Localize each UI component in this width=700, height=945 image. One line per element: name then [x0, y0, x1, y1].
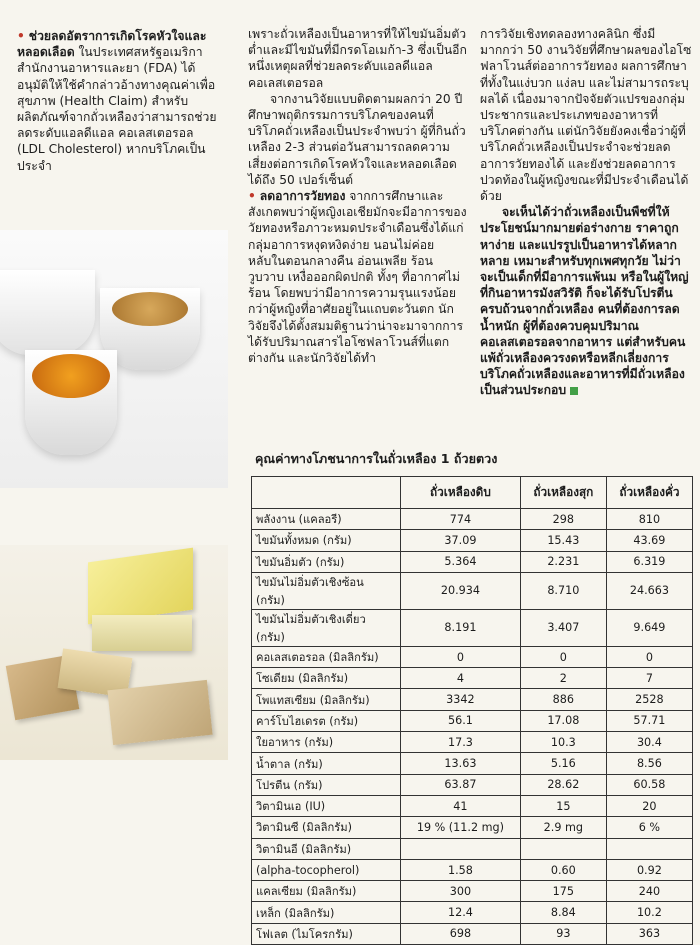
table-row: [252, 530, 693, 551]
nutrient-value-cell: 886: [520, 689, 606, 710]
nutrient-value-cell: 24.663: [606, 572, 692, 609]
paragraph-conclusion: [480, 204, 692, 398]
table-row: [252, 923, 693, 944]
nutrient-value-cell: 13.63: [401, 753, 521, 774]
text-research-20-years: จากงานวิจัยแบบติดตามผลกว่า 20 ปีศึกษาพฤติกรรมการบริโภคของคนที่บริโภคถั่วเหลืองเป็นประจำพบว่า ผู้ที่กินถั่วเหลือง 2-3 ส่วนต่อวันสามารถลดความเสี่ยงต่อการเกิดโรคหัวใจและหลอดเลือดได้ถึง 50 เปอร์เซ็นต์: [248, 91, 466, 187]
table-row: [252, 572, 693, 609]
text-menopause: จากการศึกษาและสังเกตพบว่าผู้หญิงเอเชียมักจะมีอาการของวัยทองหรือภาวะหมดประจำเดือนซึ่งได้แก่กลุ่มอาการหงุดหงิดง่าย นอนไม่ค่อยหลับในตอนกลางคืน อ่อนเพลีย ร้อนวูบวาบ เหงื่อออกผิดปกติ ทั้งๆ ที่อากาศไม่ร้อน โดยพบว่ามีอาการความรุนแรงน้อยกว่าผู้หญิงที่อาศัยอยู่ในแถบตะวันตก นักวิจัยจึงได้ตั้งสมมติฐานว่าน่าจะมาจากการได้รับปริมาณสารไอโซฟลาโวนส์ที่แตกต่างกัน และนักวิจัยได้ทำ: [248, 189, 467, 366]
article-column-3: [480, 26, 692, 399]
nutrient-label-cell: น้ำตาล (กรัม): [252, 753, 401, 774]
nutrient-value-cell: 6 %: [606, 817, 692, 838]
text-heart-health: ในประเทศสหรัฐอเมริกา สำนักงานอาหารและยา (FDA) ได้อนุมัติให้ใช้คำกล่าวอ้างทางคุณค่าเพื่อสุขภาพ (Health Claim) สำหรับผลิตภัณฑ์จากถั่วเหลืองว่าสามารถช่วยลดระดับแอลดีแอล คอเลสเตอรอล (LDL Cholesterol) หากบริโภคเป็นประจำ: [17, 45, 217, 173]
paragraph-menopause: [248, 188, 468, 366]
end-square-icon: [570, 387, 578, 395]
nutrient-value-cell: 0: [401, 646, 521, 667]
table-body: [252, 509, 693, 945]
nutrition-table: [251, 476, 693, 945]
nutrient-value-cell: 698: [401, 923, 521, 944]
nutrient-value-cell: 774: [401, 509, 521, 530]
nutrient-value-cell: 20: [606, 795, 692, 816]
nutrient-label-cell: โปรตีน (กรัม): [252, 774, 401, 795]
nutrient-value-cell: 2.231: [520, 551, 606, 572]
bullet-dot-icon: •: [248, 189, 256, 204]
nutrient-value-cell: 93: [520, 923, 606, 944]
nutrient-value-cell: 240: [606, 881, 692, 902]
tofu-cube-bottom: [92, 615, 192, 651]
soybeans-in-bowls-photo: [0, 230, 228, 488]
nutrient-value-cell: 56.1: [401, 710, 521, 731]
bullet-dot-icon: •: [17, 29, 25, 43]
nutrient-value-cell: 7: [606, 668, 692, 689]
nutrient-value-cell: 0: [520, 646, 606, 667]
article-column-2: [248, 26, 468, 366]
nutrient-value-cell: 0: [606, 646, 692, 667]
nutrient-label-cell: เหล็ก (มิลลิกรัม): [252, 902, 401, 923]
nutrient-label-cell: พลังงาน (แคลอรี): [252, 509, 401, 530]
nutrient-value-cell: 63.87: [401, 774, 521, 795]
table-row: [252, 795, 693, 816]
nutrient-value-cell: 17.3: [401, 732, 521, 753]
nutrient-value-cell: 37.09: [401, 530, 521, 551]
nutrient-label-cell: โพแทสเซียม (มิลลิกรัม): [252, 689, 401, 710]
nutrient-value-cell: 30.4: [606, 732, 692, 753]
nutrient-value-cell: [606, 838, 692, 859]
nutrient-label-cell: วิตามินซี (มิลลิกรัม): [252, 817, 401, 838]
nutrient-value-cell: 810: [606, 509, 692, 530]
nutrient-value-cell: 60.58: [606, 774, 692, 795]
article-column-1: [17, 28, 217, 174]
table-row: [252, 551, 693, 572]
nutrient-label-cell: ใยอาหาร (กรัม): [252, 732, 401, 753]
table-row: [252, 646, 693, 667]
nutrient-value-cell: 8.84: [520, 902, 606, 923]
table-row: [252, 859, 693, 880]
nutrient-value-cell: 0.60: [520, 859, 606, 880]
nutrient-label-cell: คาร์โบไฮเดรต (กรัม): [252, 710, 401, 731]
nutrient-value-cell: 17.08: [520, 710, 606, 731]
table-row: [252, 710, 693, 731]
table-row: [252, 689, 693, 710]
header-raw-soybean: ถั่วเหลืองดิบ: [401, 477, 521, 509]
nutrient-value-cell: 0.92: [606, 859, 692, 880]
nutrient-value-cell: 28.62: [520, 774, 606, 795]
nutrient-value-cell: 300: [401, 881, 521, 902]
nutrient-label-cell: คอเลสเตอรอล (มิลลิกรัม): [252, 646, 401, 667]
nutrition-table-title: คุณค่าทางโภชนาการในถั่วเหลือง 1 ถ้วยตวง: [255, 451, 498, 466]
text-conclusion: จะเห็นได้ว่าถั่วเหลืองเป็นพืชที่ให้ประโยชน์มากมายต่อร่างกาย ราคาถูก หาง่าย และแปรรูปเป็นอาหารได้หลากหลาย เหมาะสำหรับทุกเพศทุกวัย ไม่ว่าจะเป็นเด็กที่มีอาการแพ้นม หรือในผู้ใหญ่ที่กินอาหารมังสวิรัติ ก็จะได้รับโปรตีนครบถ้วนจากถั่วเหลือง คนที่ต้องการลดน้ำหนัก ผู้ที่ต้องควบคุมปริมาณคอเลสเตอรอลจากอาหาร แต่สำหรับคนแพ้ถั่วเหลืองควรงดหรือหลีกเลี่ยงการบริโภคถั่วเหลืองและอาหารที่มีถั่วเหลืองเป็นส่วนประกอบ: [480, 205, 689, 398]
header-roasted-soybean: ถั่วเหลืองคั่ว: [606, 477, 692, 509]
nutrient-value-cell: 10.2: [606, 902, 692, 923]
nutrient-value-cell: 9.649: [606, 609, 692, 646]
nutrient-value-cell: 2528: [606, 689, 692, 710]
table-row: [252, 838, 693, 859]
table-row: [252, 774, 693, 795]
header-cooked-soybean: ถั่วเหลืองสุก: [520, 477, 606, 509]
heading-menopause: ลดอาการวัยทอง: [259, 189, 346, 204]
paragraph-saturated-fat: เพราะถั่วเหลืองเป็นอาหารที่ให้ไขมันอิ่มตัวต่ำและมีไขมันที่มีกรดโอเมก้า-3 ซึ่งเป็นอีกหนึ่งเหตุผลที่ช่วยลดระดับแอลดีแอล คอเลสเตอรอล: [248, 27, 467, 90]
nutrient-label-cell: ไขมันไม่อิ่มตัวเชิงซ้อน (กรัม): [252, 572, 401, 609]
nutrient-label-cell: โซเดียม (มิลลิกรัม): [252, 668, 401, 689]
nutrient-label-cell: ไขมันทั้งหมด (กรัม): [252, 530, 401, 551]
heading-heart-health: ช่วยลดอัตราการเกิดโรคหัวใจและหลอดเลือด: [17, 29, 207, 60]
nutrient-value-cell: [520, 838, 606, 859]
nutrient-label-cell: (alpha-tocopherol): [252, 859, 401, 880]
paragraph-research-20-years: [248, 91, 468, 188]
nutrient-value-cell: 6.319: [606, 551, 692, 572]
nutrient-value-cell: 15.43: [520, 530, 606, 551]
nutrient-label-cell: วิตามินอี (มิลลิกรัม): [252, 838, 401, 859]
yellow-soybeans: [112, 292, 188, 326]
tofu-cube-top: [88, 548, 193, 625]
nutrient-value-cell: 8.56: [606, 753, 692, 774]
nutrient-value-cell: 4: [401, 668, 521, 689]
table-row: [252, 509, 693, 530]
table-row: [252, 732, 693, 753]
nutrient-value-cell: 1.58: [401, 859, 521, 880]
nutrient-value-cell: 298: [520, 509, 606, 530]
table-row: [252, 881, 693, 902]
nutrient-value-cell: 2.9 mg: [520, 817, 606, 838]
milk-bowl: [0, 270, 95, 355]
nutrient-value-cell: 8.710: [520, 572, 606, 609]
table-row: [252, 817, 693, 838]
nutrient-value-cell: 175: [520, 881, 606, 902]
nutrient-value-cell: 19 % (11.2 mg): [401, 817, 521, 838]
paragraph-clinical-research: การวิจัยเชิงทดลองทางคลินิก ซึ่งมีมากกว่า 50 งานวิจัยที่ศึกษาผลของไอโซฟลาโวนส์ต่ออาการวัยทอง ผลการศึกษาที่ทั้งในแง่บวก แง่ลบ และไม่สามารถระบุผลได้ เนื่องมาจากปัจจัยตัวแปรของกลุ่มประชากรและประเภทของอาหารที่บริโภคต่างกัน แต่นักวิจัยยังคงเชื่อว่าผู้ที่บริโภคถั่วเหลืองเป็นประจำจะช่วยลดอาการวัยทองได้ และยังช่วยลดอาการปวดท้องในผู้หญิงขณะที่มีประจำเดือนได้ด้วย: [480, 27, 692, 204]
nutrient-value-cell: 5.364: [401, 551, 521, 572]
nutrient-value-cell: 3342: [401, 689, 521, 710]
nutrient-value-cell: 10.3: [520, 732, 606, 753]
nutrient-value-cell: 5.16: [520, 753, 606, 774]
nutrient-label-cell: วิตามินเอ (IU): [252, 795, 401, 816]
nutrient-value-cell: 57.71: [606, 710, 692, 731]
nutrient-label-cell: ไขมันอิ่มตัว (กรัม): [252, 551, 401, 572]
nutrient-value-cell: 12.4: [401, 902, 521, 923]
paragraph-heart-health: [17, 28, 217, 174]
nutrient-value-cell: 3.407: [520, 609, 606, 646]
nutrient-value-cell: 41: [401, 795, 521, 816]
nutrient-value-cell: [401, 838, 521, 859]
nutrient-value-cell: 15: [520, 795, 606, 816]
header-empty: [252, 477, 401, 509]
table-row: [252, 902, 693, 923]
nutrient-label-cell: โฟเลต (ไมโครกรัม): [252, 923, 401, 944]
tofu-products-photo: [0, 545, 228, 760]
nutrient-label-cell: แคลเซียม (มิลลิกรัม): [252, 881, 401, 902]
split-soybeans: [32, 354, 110, 398]
nutrient-label-cell: ไขมันไม่อิ่มตัวเชิงเดี่ยว (กรัม): [252, 609, 401, 646]
nutrient-value-cell: 43.69: [606, 530, 692, 551]
table-row: [252, 609, 693, 646]
pressed-tofu-slices: [107, 680, 212, 745]
nutrient-value-cell: 363: [606, 923, 692, 944]
table-row: [252, 668, 693, 689]
nutrient-value-cell: 2: [520, 668, 606, 689]
nutrient-value-cell: 8.191: [401, 609, 521, 646]
nutrient-value-cell: 20.934: [401, 572, 521, 609]
table-row: [252, 753, 693, 774]
table-header-row: [252, 477, 693, 509]
